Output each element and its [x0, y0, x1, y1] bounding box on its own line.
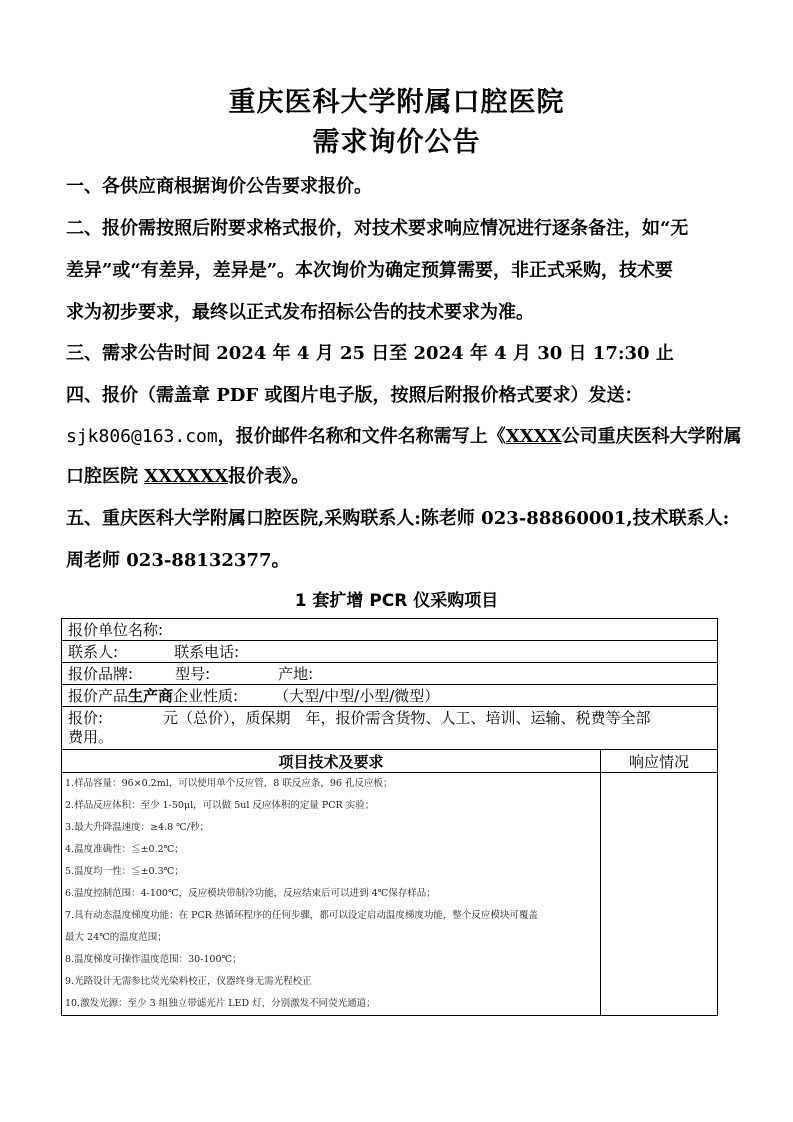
requirement-item: 10.激发光源：至少 3 组独立带滤光片 LED 灯，分别激发不同荧光通道； [65, 998, 376, 1009]
price-line-2: 费用。 [68, 728, 114, 746]
notice-item-3: 三、需求公告时间 2024 年 4 月 25 日至 2024 年 4 月 30 日 17:30 止 [66, 343, 674, 364]
requirement-item: 3.最大升降温速度：≥4.8 ℃/秒； [65, 822, 209, 833]
response-cell[interactable] [601, 773, 718, 1016]
text: ，报价邮件名称和文件名称需写上《 [217, 426, 506, 447]
requirement-item: 7.具有动态温度梯度功能：在 PCR 热循环程序的任何步骤，都可以设定启动温度梯度功能，整个反应模块可覆盖 [65, 910, 538, 921]
quote-form-table [61, 618, 718, 1016]
row-price [62, 707, 718, 750]
notice-item-4-line-1: 四、报价（需盖章 PDF 或图片电子版，按照后附报价格式要求）发送： [66, 385, 643, 406]
notice-item-4-line-2 [66, 422, 742, 448]
company-placeholder: XXXX [505, 426, 562, 447]
row-brand [62, 663, 718, 685]
notice-item-2-line-1: 二、报价需按照后附要求格式报价，对技术要求响应情况进行逐条备注，如“无 [66, 218, 689, 239]
notice-item-4-line-3 [66, 462, 726, 488]
contact-label: 联系人: [68, 643, 119, 661]
notice-item-5-line-1: 五、重庆医科大学附属口腔医院,采购联系人:陈老师 023-88860001,技术联系人: [66, 508, 730, 529]
price-line-1: 报价: 元（总价），质保期 年，报价需含货物、人工、培训、运输、税费等全部 [68, 709, 651, 727]
row-contact [62, 641, 718, 663]
text: 公司重庆医科大学附属 [561, 426, 742, 447]
requirement-item: 5.温度均一性：≦±0.3℃； [65, 866, 184, 877]
notice-item-1: 一、各供应商根据询价公告要求报价。 [66, 176, 372, 197]
requirement-item: 9.光路设计无需参比荧光染料校正，仪器终身无需光程校正 [65, 976, 312, 987]
requirement-item: 1.样品容量：96×0.2ml，可以使用单个反应管，8 联反应条，96 孔反应板； [65, 778, 393, 789]
requirement-item: 8.温度梯度可操作温度范围：30-100℃； [65, 954, 242, 965]
requirements-list [62, 773, 601, 1016]
row-unit-name: 报价单位名称: [62, 619, 718, 641]
requirement-item: 2.样品反应体积：至少 1-50μl，可以做 5ul 反应体积的定量 PCR 实验； [65, 800, 375, 811]
notice-item-2-line-2: 差异”或“有差异，差异是”。本次询价为确定预算需要，非正式采购，技术要 [66, 260, 674, 281]
brand-label: 报价品牌: [68, 665, 134, 683]
model-label: 型号: [175, 665, 211, 683]
text: 口腔医院 [66, 466, 145, 487]
origin-label: 产地: [278, 665, 314, 683]
row-manufacturer [62, 685, 718, 707]
hospital-title: 重庆医科大学附属口腔医院 [228, 87, 565, 118]
requirement-item: 6.温度控制范围：4-100℃，反应模块带制冷功能，反应结束后可以进到 4℃保存样品； [65, 888, 436, 899]
manufacturer-label: 生产商 [128, 687, 174, 705]
project-placeholder: XXXXXX [144, 466, 229, 487]
text: 报价表》。 [228, 466, 310, 487]
notice-title: 需求询价公告 [312, 127, 481, 158]
response-header: 响应情况 [601, 750, 718, 773]
form-title: 1 套扩增 PCR 仪采购项目 [294, 591, 499, 611]
enterprise-size-options: （大型/中型/小型/微型） [274, 687, 440, 705]
text: 报价产品 [68, 687, 129, 705]
phone-label: 联系电话: [174, 643, 240, 661]
requirements-header: 项目技术及要求 [62, 750, 601, 773]
email-address[interactable]: sjk806@163.com [66, 426, 218, 447]
requirement-item: 最大 24℃的温度范围； [65, 932, 167, 943]
text: 企业性质: [173, 687, 239, 705]
notice-item-2-line-3: 求为初步要求，最终以正式发布招标公告的技术要求为准。 [66, 302, 534, 323]
notice-item-5-line-2: 周老师 023-88132377。 [66, 550, 290, 571]
requirement-item: 4.温度准确性：≦±0.2℃； [65, 844, 184, 855]
